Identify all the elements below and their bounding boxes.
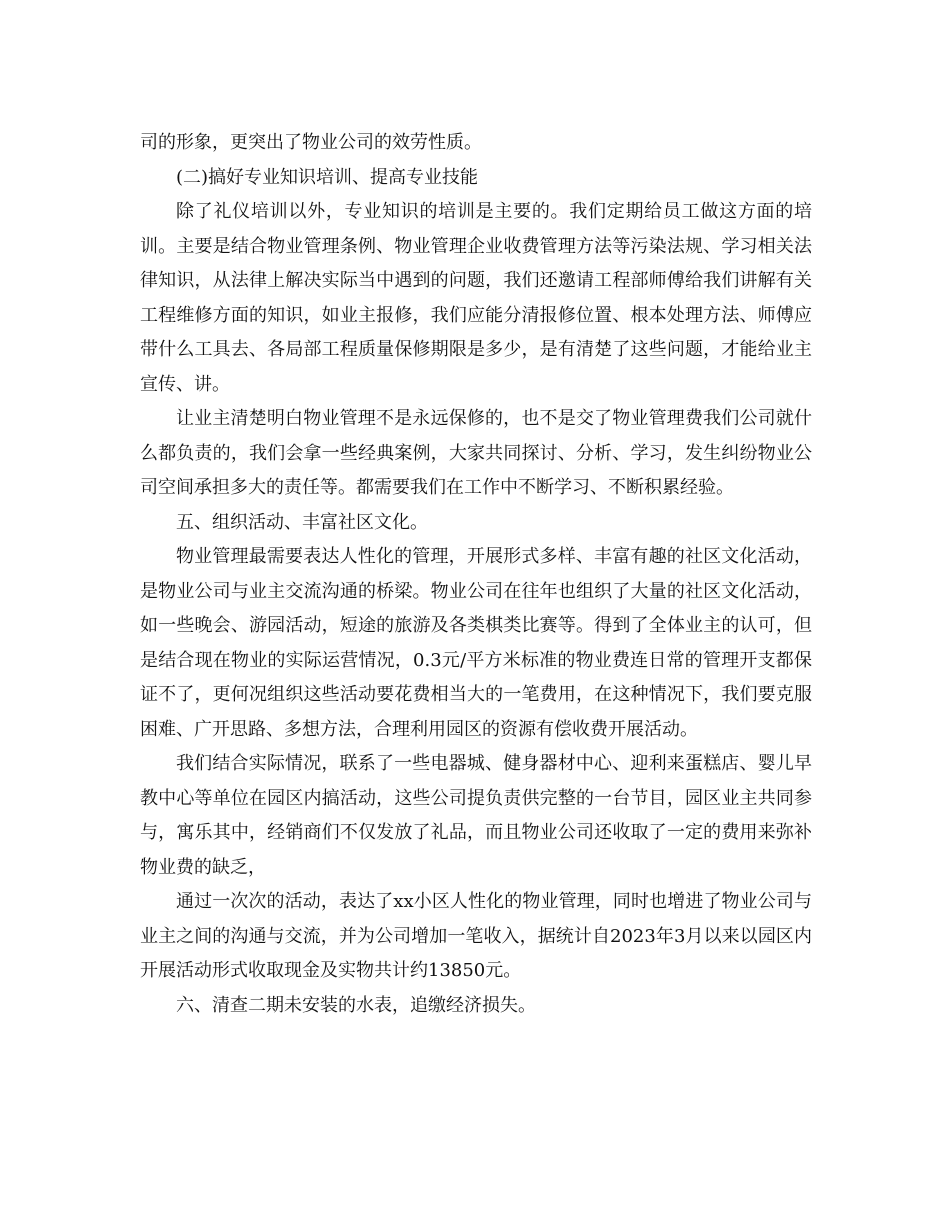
paragraph-partner-events: 我们结合实际情况，联系了一些电器城、健身器材中心、迎利来蛋糕店、婴儿早教中心等单位在园区内搞活动，这些公司提负责供完整的一台节目，园区业主共同参与，寓乐其中，经销商们不仅发放了礼品，而且物业公司还收取了一定的费用来弥补物业费的缺乏， (140, 753, 812, 878)
paragraph-community-culture: 物业管理最需要表达人性化的管理，开展形式多样、丰富有趣的社区文化活动，是物业公司与业主交流沟通的桥梁。物业公司在往年也组织了大量的社区文化活动，如一些晚会、游园活动，短途的旅游及各类棋类比赛等。得到了全体业主的认可，但是结合现在物业的实际运营情况，0.3元/平方米标准的物业费连日常的管理开支都保证不了，更何况组织这些活动要花费相当大的一笔费用，在这种情况下，我们要克服困难、广开思路、多想方法，合理利用园区的资源有偿收费开展活动。 (140, 546, 812, 740)
paragraph-continuation: 司的形象，更突出了物业公司的效劳性质。 (140, 132, 482, 153)
section-heading-training: (二)搞好专业知识培训、提高专业技能 (176, 166, 479, 188)
paragraph-professional-training: 除了礼仪培训以外，专业知识的培训是主要的。我们定期给员工做这方面的培训。主要是结合物业管理条例、物业管理企业收费管理方法等污染法规、学习相关法律知识，从法律上解决实际当中遇到的问题，我们还邀请工程部师傅给我们讲解有关工程维修方面的知识，如业主报修，我们应能分清报修位置、根本处理方法、师傅应带什么工具去、各局部工程质量保修期限是多少，是有清楚了这些问题，才能给业主宣传、讲。 (140, 201, 812, 395)
section-heading-activities: 五、组织活动、丰富社区文化。 (176, 511, 428, 533)
section-heading-water-meters: 六、清查二期未安装的水表，追缴经济损失。 (176, 994, 536, 1016)
paragraph-activity-results: 通过一次次的活动，表达了xx小区人性化的物业管理，同时也增进了物业公司与业主之间的沟通与交流，并为公司增加一笔收入，据统计自2023年3月以来以园区内开展活动形式收取现金及实物共计约13850元。 (140, 891, 812, 981)
document-page (140, 126, 812, 1023)
paragraph-owner-awareness: 让业主清楚明白物业管理不是永远保修的，也不是交了物业管理费我们公司就什么都负责的，我们会拿一些经典案例，大家共同探讨、分析、学习，发生纠纷物业公司空间承担多大的责任等。都需要我们在工作中不断学习、不断积累经验。 (140, 408, 812, 498)
